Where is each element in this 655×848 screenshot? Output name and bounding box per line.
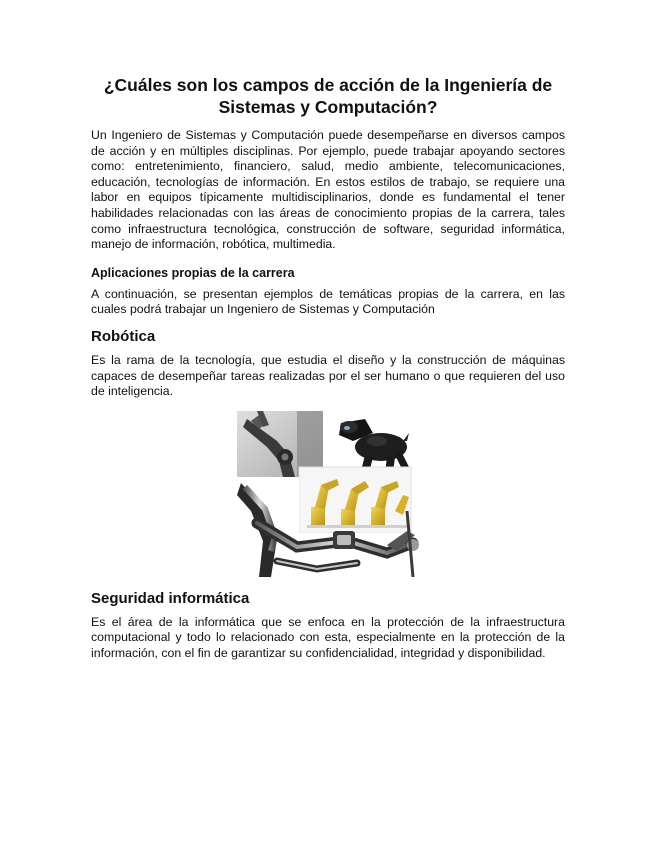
yellow-robots-photo [299, 467, 411, 533]
robotics-heading: Robótica [91, 327, 156, 345]
security-paragraph: Es el área de la informática que se enfoca en la protección de la infraestructura computacional y todo lo relacionado con esta, especialmente en la protección de la información, con el fin de garantizar su confidencialidad, integridad y disponibilidad. [91, 614, 565, 660]
robotics-paragraph: Es la rama de la tecnología, que estudia el diseño y la construcción de máquinas capaces de desempeñar tareas realizadas por el ser humano o que requieren del uso de inteligencia. [91, 352, 565, 399]
robotics-collage-illustration [237, 411, 537, 577]
document-content [91, 74, 565, 662]
intro-paragraph: Un Ingeniero de Sistemas y Computación puede desempeñarse en diversos campos de acción y en múltiples disciplinas. Por ejemplo, puede trabajar apoyando sectores como: entretenimiento, financiero, salud, medio ambiente, telecomunicaciones, educación, tecnologías de información. En estos estilos de trabajo, se requiere una labor en equipos típicamente multidisciplinarios, donde es fundamental el tener habilidades relacionadas con las áreas de conocimiento propias de la carrera, tales como infraestructura tecnológica, construcción de software, seguridad informática, manejo de información, robótica, multimedia. [91, 128, 565, 252]
applications-heading: Aplicaciones propias de la carrera [91, 265, 295, 280]
applications-paragraph: A continuación, se presentan ejemplos de temáticas propias de la carrera, en las cuales podrá trabajar un Ingeniero de Sistemas y Computación [91, 286, 565, 317]
robotics-collage-image [237, 411, 537, 577]
security-heading: Seguridad informática [91, 589, 250, 607]
page-title: ¿Cuáles son los campos de acción de la Ingeniería de Sistemas y Computación? [103, 75, 553, 117]
